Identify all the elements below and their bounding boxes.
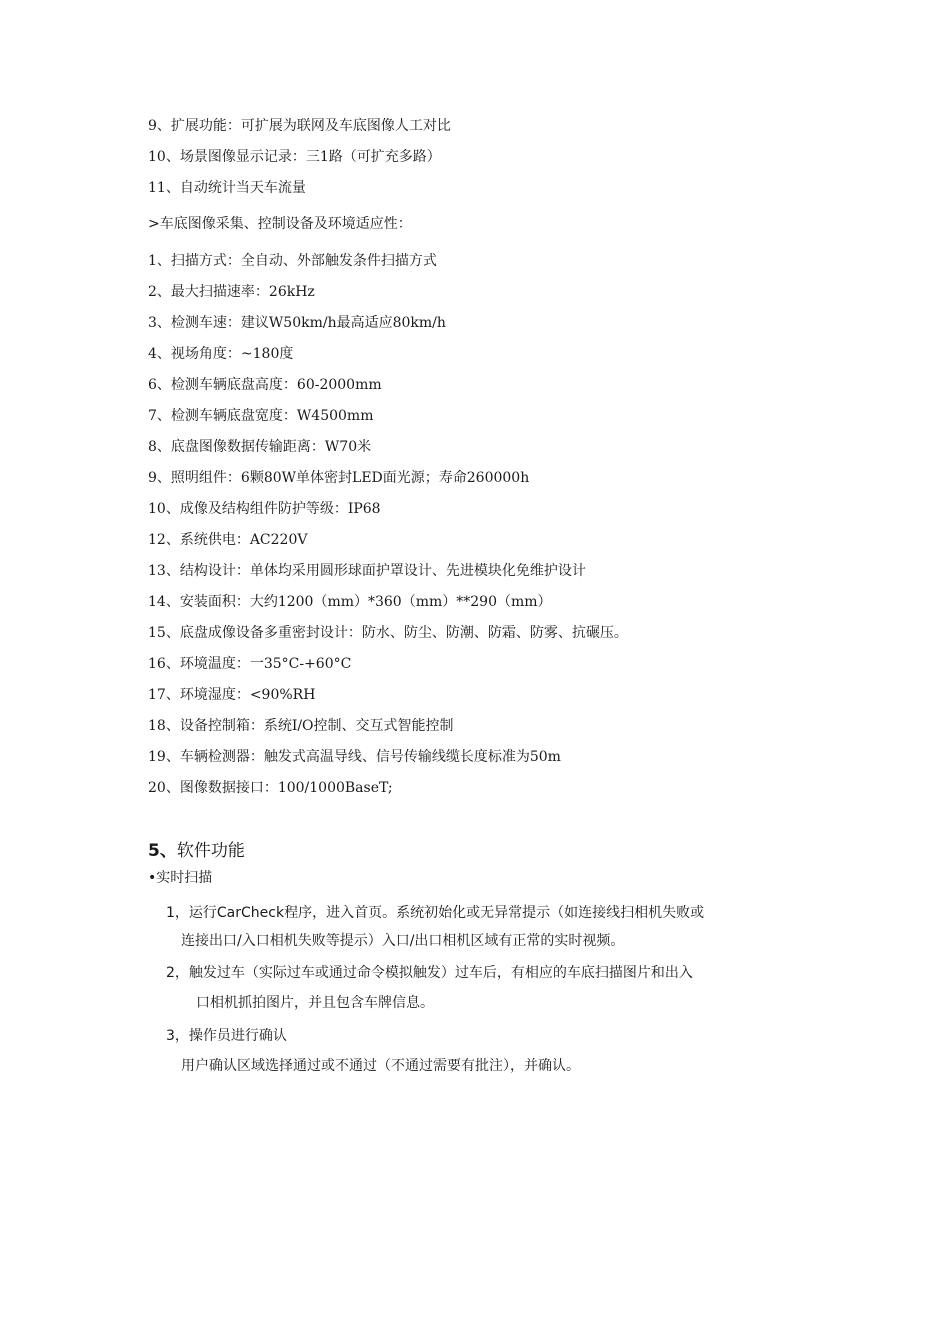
equipment-heading: >车底图像采集、控制设备及环境适应性：	[148, 216, 412, 232]
spec-item: 6、检测车辆底盘高度：60-2000mm	[148, 377, 382, 393]
spec-item: 16、环境温度：一35°C-+60°C	[148, 656, 352, 672]
spec-item: 3、检测车速：建议W50km/h最高适应80km/h	[148, 315, 446, 331]
section-title: 软件功能	[176, 841, 245, 861]
spec-item: 19、车辆检测器：触发式高温导线、信号传输线缆长度标准为50m	[148, 749, 561, 765]
spec-item: 2、最大扫描速率：26kHz	[148, 284, 315, 300]
feature-item: 9、扩展功能：可扩展为联网及车底图像人工对比	[148, 118, 451, 134]
spec-item: 8、底盘图像数据传输距离：W70米	[148, 439, 372, 455]
step-line: 1，运行CarCheck程序，进入首页。系统初始化或无异常提示（如连接线扫相机失败或	[166, 905, 705, 921]
spec-item: 13、结构设计：单体均采用圆形球面护罩设计、先进模块化免维护设计	[148, 563, 586, 579]
spec-item: 10、成像及结构组件防护等级：IP68	[148, 501, 381, 517]
step-line: 用户确认区域选择通过或不通过（不通过需要有批注），并确认。	[181, 1058, 580, 1074]
section-number: 5、	[148, 841, 177, 861]
spec-item: 9、照明组件：6颗80W单体密封LED面光源；寿命260000h	[148, 470, 530, 486]
step-line: 连接出口/入口相机失败等提示）入口/出口相机区域有正常的实时视频。	[181, 933, 625, 949]
step-line: 2，触发过车（实际过车或通过命令模拟触发）过车后，有相应的车底扫描图片和出入	[166, 965, 693, 981]
spec-item: 1、扫描方式：全自动、外部触发条件扫描方式	[148, 253, 437, 269]
spec-item: 14、安装面积：大约1200（mm）*360（mm）**290（mm）	[148, 594, 552, 610]
spec-item: 20、图像数据接口：100/1000BaseT;	[148, 780, 393, 796]
feature-item: 10、场景图像显示记录：三1路（可扩充多路）	[148, 149, 441, 165]
feature-item: 11、自动统计当天车流量	[148, 180, 306, 196]
step-line: 3，操作员进行确认	[166, 1028, 287, 1044]
subsection-heading: •实时扫描	[148, 870, 213, 886]
step-line: 口相机抓拍图片，并且包含车牌信息。	[196, 995, 434, 1011]
spec-item: 7、检测车辆底盘宽度：W4500mm	[148, 408, 374, 424]
spec-item: 12、系统供电：AC220V	[148, 532, 308, 548]
section-heading	[148, 840, 245, 862]
spec-item: 17、环境湿度：<90%RH	[148, 687, 316, 703]
spec-item: 15、底盘成像设备多重密封设计：防水、防尘、防潮、防霜、防雾、抗碾压。	[148, 625, 628, 641]
spec-item: 4、视场角度：~180度	[148, 346, 294, 362]
spec-item: 18、设备控制箱：系统I/O控制、交互式智能控制	[148, 718, 454, 734]
